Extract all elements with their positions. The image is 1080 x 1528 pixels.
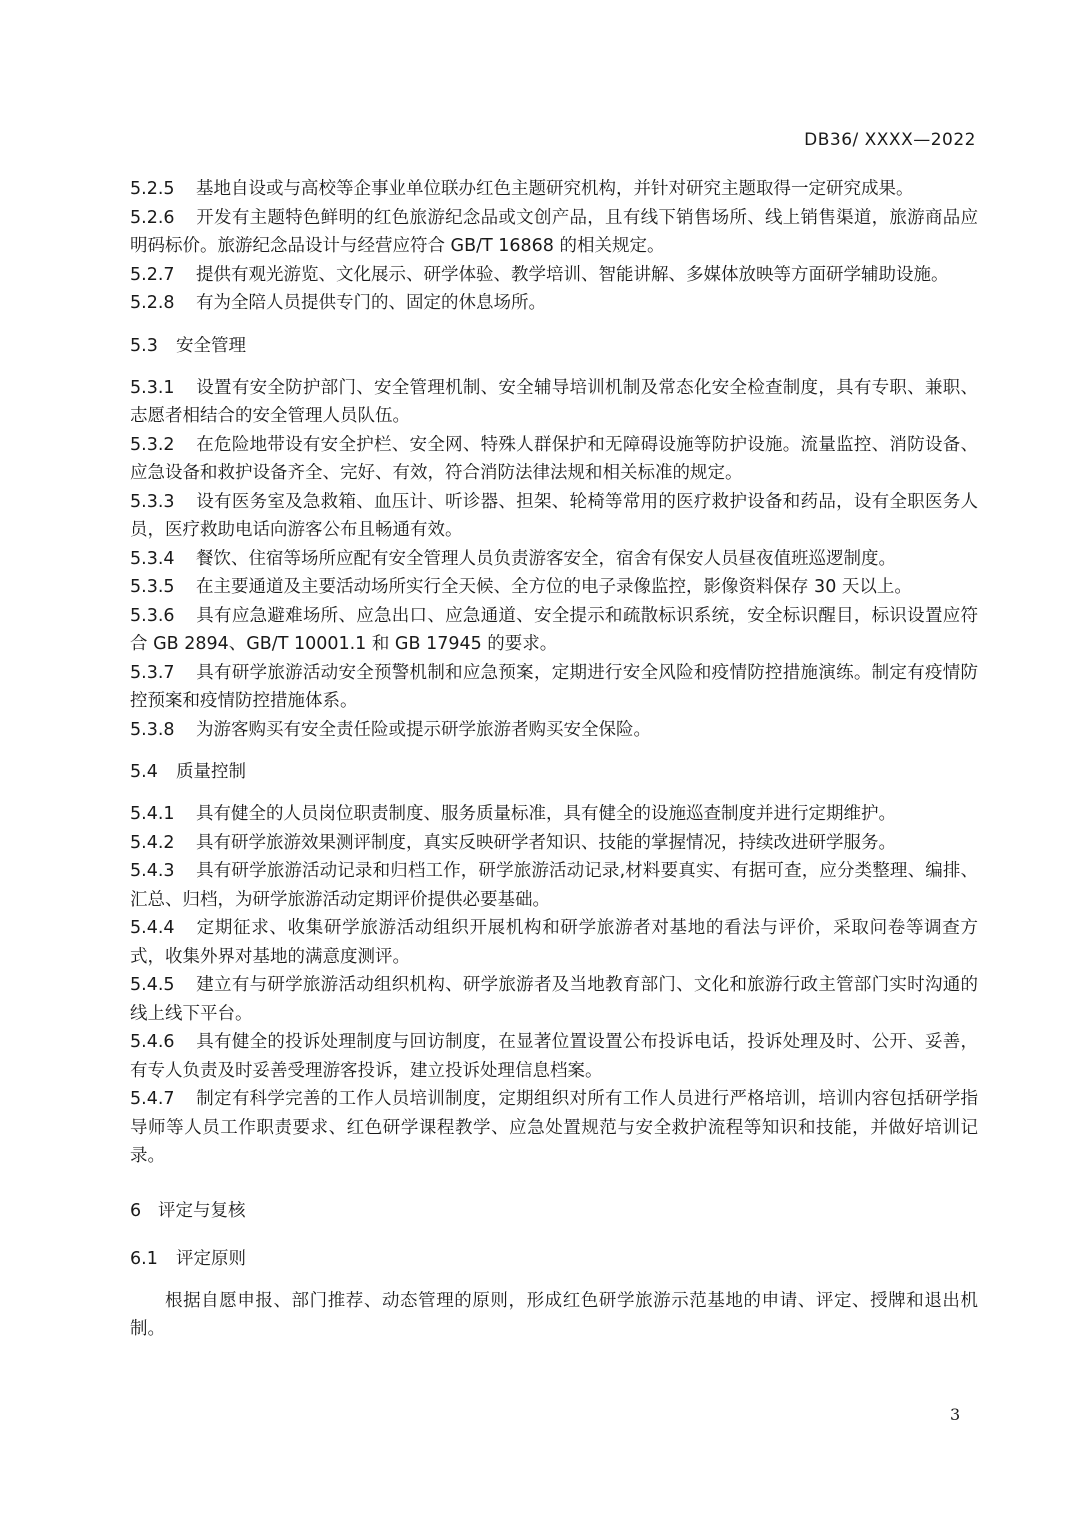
clause-number: 5.3.1 bbox=[130, 377, 175, 398]
clause-item bbox=[130, 488, 978, 545]
clause-item bbox=[130, 289, 978, 318]
clause-text: 具有应急避难场所、应急出口、应急通道、安全提示和疏散标识系统，安全标识醒目，标识设置应符合 GB 2894、GB/T 10001.1 和 GB 17945 的要求。 bbox=[130, 605, 978, 654]
clause-number: 5.4.3 bbox=[130, 861, 175, 881]
clause-item bbox=[130, 857, 978, 914]
clause-number: 5.4.6 bbox=[130, 1032, 175, 1052]
clause-text: 在主要通道及主要活动场所实行全天候、全方位的电子录像监控，影像资料保存 30 天以上。 bbox=[196, 577, 912, 597]
section-heading-5-3 bbox=[130, 332, 978, 360]
clause-text: 具有健全的投诉处理制度与回访制度，在显著位置设置公布投诉电话，投诉处理及时、公开、妥善，有专人负责及时妥善受理游客投诉，建立投诉处理信息档案。 bbox=[130, 1032, 978, 1081]
paragraph-6-1: 根据自愿申报、部门推荐、动态管理的原则，形成红色研学旅游示范基地的申请、评定、授牌和退出机制。 bbox=[130, 1290, 978, 1339]
section-number: 5.3 bbox=[130, 335, 158, 356]
clause-number: 5.3.8 bbox=[130, 719, 175, 740]
clause-item bbox=[130, 545, 978, 574]
clause-item bbox=[130, 716, 978, 745]
clause-item bbox=[130, 914, 978, 971]
clause-text: 定期征求、收集研学旅游活动组织开展机构和研学旅游者对基地的看法与评价，采取问卷等调查方式，收集外界对基地的满意度测评。 bbox=[130, 918, 978, 967]
clause-text: 制定有科学完善的工作人员培训制度，定期组织对所有工作人员进行严格培训，培训内容包括研学指导师等人员工作职责要求、红色研学课程教学、应急处置规范与安全救护流程等知识和技能，并做好培训记录。 bbox=[130, 1089, 978, 1166]
clause-item bbox=[130, 204, 978, 261]
clause-number: 5.4.4 bbox=[130, 918, 175, 938]
section-number: 5.4 bbox=[130, 762, 158, 782]
clause-number: 5.2.5 bbox=[130, 179, 175, 199]
clause-number: 5.3.6 bbox=[130, 605, 175, 626]
clause-number: 5.3.3 bbox=[130, 491, 175, 512]
clause-list-5-4 bbox=[130, 800, 978, 1171]
section-heading-6-1 bbox=[130, 1245, 978, 1273]
section-title: 安全管理 bbox=[176, 335, 246, 356]
clause-item bbox=[130, 659, 978, 716]
clause-number: 5.4.1 bbox=[130, 804, 175, 824]
clause-text: 设置有安全防护部门、安全管理机制、安全辅导培训机制及常态化安全检查制度，具有专职、兼职、志愿者相结合的安全管理人员队伍。 bbox=[130, 377, 978, 426]
clause-text: 具有研学旅游效果测评制度，真实反映研学者知识、技能的掌握情况，持续改进研学服务。 bbox=[196, 832, 896, 853]
section-title: 质量控制 bbox=[176, 762, 246, 782]
clause-item bbox=[130, 602, 978, 659]
clause-item bbox=[130, 374, 978, 431]
clause-text: 具有健全的人员岗位职责制度、服务质量标准，具有健全的设施巡查制度并进行定期维护。 bbox=[196, 804, 896, 824]
clause-number: 5.3.5 bbox=[130, 577, 175, 597]
clause-number: 5.3.7 bbox=[130, 662, 175, 683]
clause-number: 5.2.7 bbox=[130, 264, 175, 285]
clause-number: 5.3.4 bbox=[130, 548, 175, 569]
clause-item bbox=[130, 573, 978, 602]
chapter-heading-6 bbox=[130, 1197, 978, 1225]
clause-text: 开发有主题特色鲜明的红色旅游纪念品或文创产品，且有线下销售场所、线上销售渠道，旅游商品应明码标价。旅游纪念品设计与经营应符合 GB/T 16868 的相关规定。 bbox=[130, 207, 978, 256]
clause-list-5-3 bbox=[130, 374, 978, 745]
clause-item bbox=[130, 175, 978, 204]
clause-number: 5.2.6 bbox=[130, 207, 175, 228]
document-body bbox=[130, 175, 978, 1344]
clause-text: 基地自设或与高校等企事业单位联办红色主题研究机构，并针对研究主题取得一定研究成果。 bbox=[196, 179, 914, 199]
section-title: 评定原则 bbox=[176, 1248, 246, 1269]
clause-item bbox=[130, 800, 978, 829]
clause-number: 5.3.2 bbox=[130, 434, 175, 455]
clause-number: 5.4.2 bbox=[130, 832, 175, 853]
clause-item bbox=[130, 261, 978, 290]
clause-text: 餐饮、住宿等场所应配有安全管理人员负责游客安全，宿舍有保安人员昼夜值班巡逻制度。 bbox=[196, 548, 896, 569]
section-number: 6.1 bbox=[130, 1248, 158, 1269]
clause-item bbox=[130, 431, 978, 488]
standard-code: DB36/ XXXX—2022 bbox=[804, 130, 976, 150]
clause-item bbox=[130, 1085, 978, 1171]
clause-text: 提供有观光游览、文化展示、研学体验、教学培训、智能讲解、多媒体放映等方面研学辅助设施。 bbox=[196, 264, 949, 285]
clause-number: 5.4.7 bbox=[130, 1089, 175, 1109]
clause-text: 为游客购买有安全责任险或提示研学旅游者购买安全保险。 bbox=[196, 719, 651, 740]
clause-list-5-2 bbox=[130, 175, 978, 318]
chapter-title: 评定与复核 bbox=[158, 1200, 246, 1221]
clause-text: 具有研学旅游活动安全预警机制和应急预案，定期进行安全风险和疫情防控措施演练。制定有疫情防控预案和疫情防控措施体系。 bbox=[130, 662, 978, 711]
section-heading-5-4 bbox=[130, 758, 978, 786]
clause-text: 在危险地带设有安全护栏、安全网、特殊人群保护和无障碍设施等防护设施。流量监控、消防设备、应急设备和救护设备齐全、完好、有效，符合消防法律法规和相关标准的规定。 bbox=[130, 434, 978, 483]
clause-item bbox=[130, 829, 978, 858]
clause-item bbox=[130, 1028, 978, 1085]
clause-text: 具有研学旅游活动记录和归档工作，研学旅游活动记录,材料要真实、有据可查，应分类整理、编排、汇总、归档，为研学旅游活动定期评价提供必要基础。 bbox=[130, 861, 978, 910]
clause-number: 5.4.5 bbox=[130, 975, 175, 995]
chapter-number: 6 bbox=[130, 1200, 142, 1221]
clause-text: 有为全陪人员提供专门的、固定的休息场所。 bbox=[196, 293, 546, 313]
clause-number: 5.2.8 bbox=[130, 293, 175, 313]
clause-text: 建立有与研学旅游活动组织机构、研学旅游者及当地教育部门、文化和旅游行政主管部门实时沟通的线上线下平台。 bbox=[130, 975, 978, 1024]
page-number: 3 bbox=[950, 1405, 961, 1424]
clause-text: 设有医务室及急救箱、血压计、听诊器、担架、轮椅等常用的医疗救护设备和药品，设有全职医务人员，医疗救助电话向游客公布且畅通有效。 bbox=[130, 491, 978, 540]
clause-item bbox=[130, 971, 978, 1028]
